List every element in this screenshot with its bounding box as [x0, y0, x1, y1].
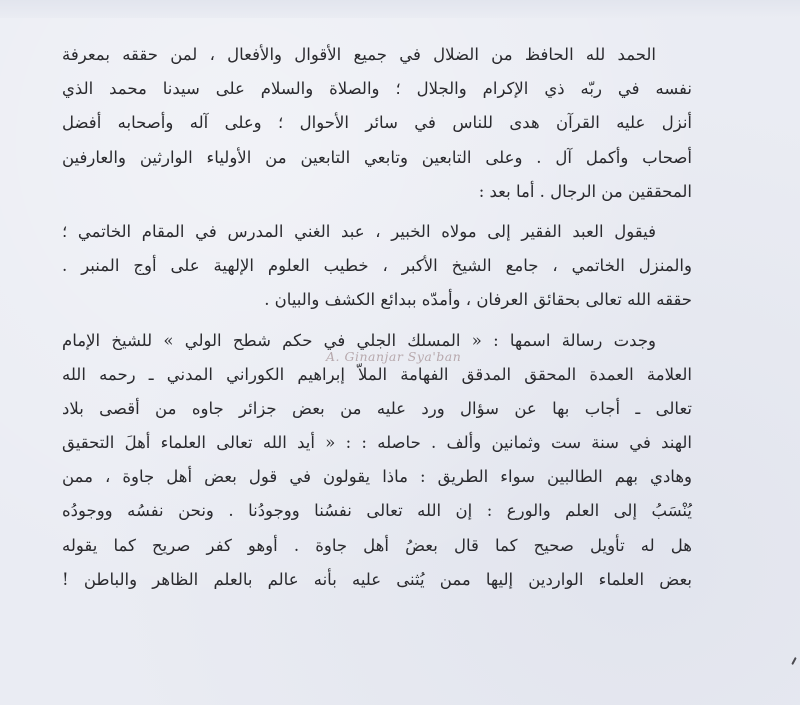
arabic-text-block	[62, 38, 692, 597]
paragraph-2	[62, 215, 692, 318]
text-line: حققه الله تعالى بحقائق العرفان ، وأمدّه ببدائع الكشف والبيان .	[264, 290, 692, 310]
text-line: العلامة العمدة المحقق المدقق الفهامة الملاّ إبراهيم الكوراني المدني ـ رحمه الله	[62, 364, 692, 384]
page-top-edge	[0, 0, 800, 18]
paragraph-1	[62, 38, 692, 209]
text-line: الحمد لله الحافظ من الضلال في جميع الأقوال والأفعال ، لمن حققه بمعرفة	[62, 45, 656, 64]
paragraph-3	[62, 324, 692, 598]
text-line: وهادي بهم الطالبين سواء الطريق : ماذا يقولون في قول بعض أهل جاوة ، ممن	[62, 467, 692, 487]
text-line: المحققين من الرجال . أما بعد :	[478, 181, 692, 201]
text-line: الهند في سنة ست وثمانين وألف . حاصله : : « أيد الله تعالى العلماء أهلَ التحقيق	[62, 433, 692, 453]
text-line: وجدت رسالة اسمها : « المسلك الجلي في حكم شطح الولي » للشيخ الإمام	[62, 330, 656, 350]
margin-pen-mark	[791, 657, 797, 665]
text-line: فيقول العبد الفقير إلى مولاه الخبير ، عبد الغني المدرس في المقام الخاتمي ؛	[62, 221, 656, 241]
text-line: والمنزل الخاتمي ، جامع الشيخ الأكبر ، خطيب العلوم الإلهية على أوج المنبر .	[62, 256, 692, 276]
watermark-signature: A. Ginanjar Sya'ban	[326, 349, 462, 364]
text-line: تعالى ـ أجاب بها عن سؤال ورد عليه من بعض جزائر جاوه من أقصى بلاد	[62, 398, 692, 418]
text-line: هل له تأويل صحيح كما قال بعضُ أهل جاوة . أوهو كفر صريح كما يقوله	[62, 535, 692, 555]
text-line: يُنْسَبُ إلى العلم والورع : إن الله تعالى نفسُنا ووجودُنا . ونحن نفسُه ووجودُه	[62, 501, 692, 521]
text-line: أنزل عليه القرآن هدى للناس في سائر الأحوال ؛ وعلى آله وأصحابه أفضل	[62, 113, 692, 133]
text-line: أصحاب وأكمل آل . وعلى التابعين وتابعي التابعين من الأولياء الوارثين والعارفين	[62, 147, 692, 167]
text-line: نفسه في ربّه ذي الإكرام والجلال ؛ والصلاة والسلام على سيدنا محمد الذي	[62, 79, 692, 99]
text-line: بعض العلماء الواردين إليها ممن يُثنى عليه بأنه عالم بالعلم الظاهر والباطن !	[62, 569, 692, 589]
